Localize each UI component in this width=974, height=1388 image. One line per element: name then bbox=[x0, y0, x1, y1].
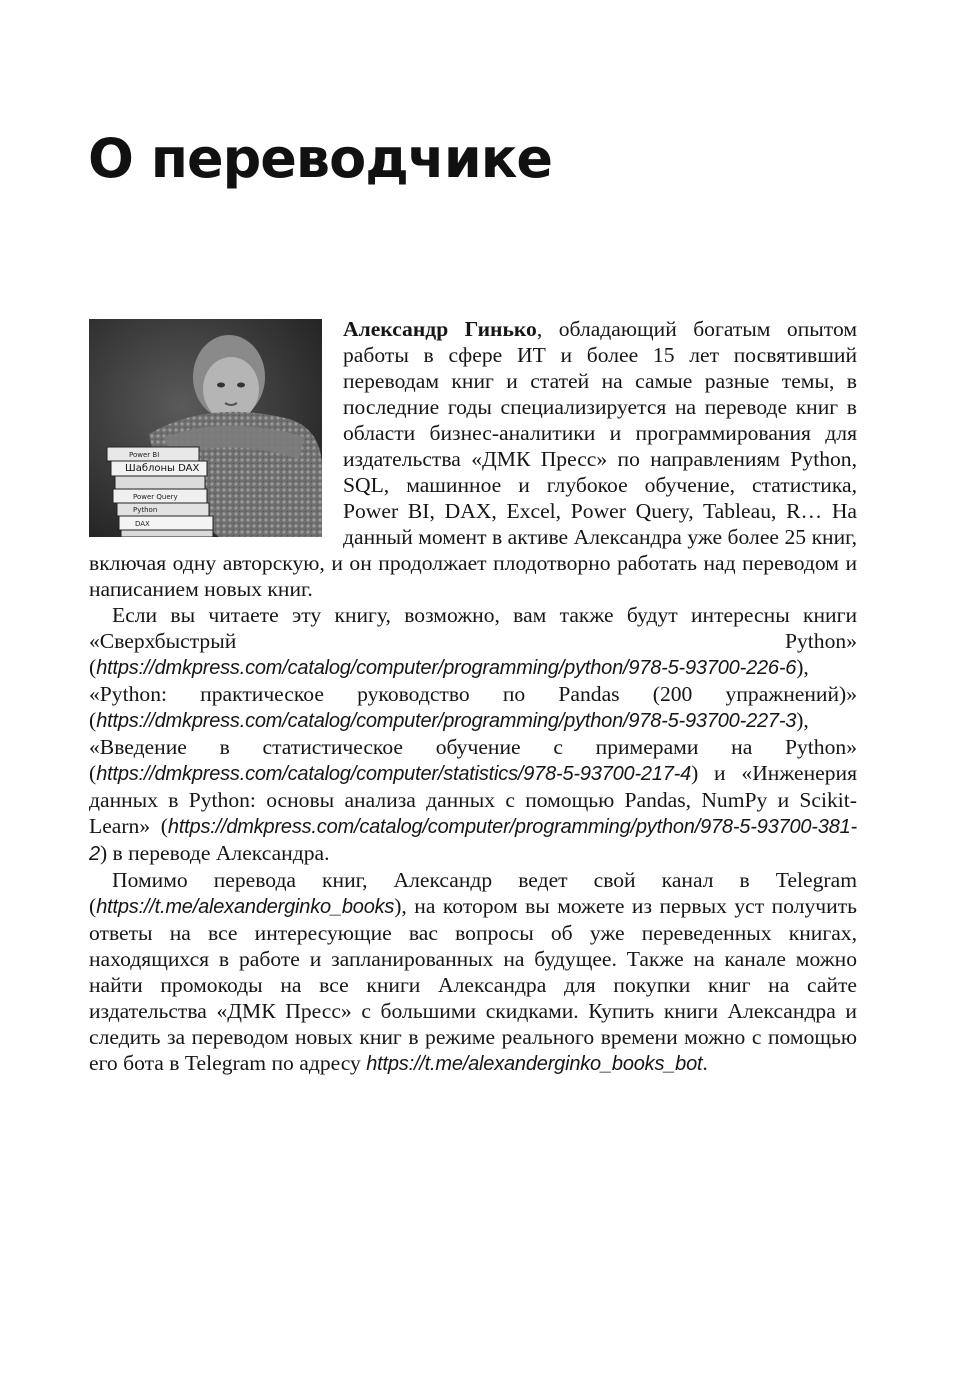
book-spine-5: Power BI bbox=[129, 451, 160, 459]
paragraph-3 bbox=[89, 867, 857, 1077]
link-telegram-channel[interactable]: https://t.me/alexanderginko_books bbox=[96, 896, 395, 918]
link-statistical-learning[interactable]: https://dmkpress.com/catalog/computer/statistics/978-5-93700-217-4 bbox=[96, 763, 692, 785]
paragraph-2-text-5: ) в переводе Александра. bbox=[99, 841, 330, 865]
link-telegram-bot[interactable]: https://t.me/alexanderginko_books_bot bbox=[366, 1053, 703, 1075]
paragraph-3-text-1: Помимо перевода книг, Александр ведет свой канал в Telegram ( bbox=[89, 868, 857, 918]
book-spine-4: DAX bbox=[135, 520, 150, 528]
link-data-engineering[interactable]: https://dmkpress.com/catalog/computer/programming/python/978-5-93700-381-2 bbox=[89, 816, 857, 865]
book-spine-3: Python bbox=[133, 506, 158, 514]
link-superfast-python[interactable]: https://dmkpress.com/catalog/computer/programming/python/978-5-93700-226-6 bbox=[96, 657, 797, 679]
author-name: Александр Гинько bbox=[343, 317, 537, 341]
paragraph-2 bbox=[89, 602, 857, 867]
translator-photo bbox=[89, 319, 322, 537]
paragraph-2-text-4: ) и «Инженерия данных в Python: основы анализа данных с помощью Pandas, NumPy и Scikit-Learn» ( bbox=[89, 761, 857, 838]
book-spine-1: Шаблоны DAX bbox=[125, 463, 200, 474]
paragraph-1-text: , обладающий богатым опытом работы в сфере ИТ и более 15 лет посвятивший переводам книг и статей на самые разные темы, в последние годы специализируется на переводе книг в области бизнес-аналитики и программирования для издательства «ДМК Пресс» по направлениям Python, SQL, машинное и глубокое обучение, статистика, Power BI, DAX, Excel, Power Query, Tableau, R… На данный момент в активе Александра уже более 25 книг, включая одну авторскую, и он продолжает плодотворно работать над переводом и написанием новых книг. bbox=[89, 317, 857, 601]
page-title: О переводчике bbox=[88, 127, 552, 190]
paragraph-2-text-2: ), «Python: практическое руководство по Pandas (200 упражнений)» ( bbox=[89, 655, 857, 732]
link-pandas-guide[interactable]: https://dmkpress.com/catalog/computer/programming/python/978-5-93700-227-3 bbox=[96, 710, 797, 732]
paragraph-2-text-3: ), «Введение в статистическое обучение с примерами на Python» ( bbox=[89, 708, 857, 785]
book-spine-2: Power Query bbox=[133, 493, 178, 501]
paragraph-3-text-2: ), на котором вы можете из первых уст получить ответы на все интересующие вас вопросы об уже переведенных книгах, находящихся в работе и запланированных на будущее. Также на канале можно найти промокоды на все книги Александра для покупки книг на сайте издательства «ДМК Пресс» с большими скидками. Купить книги Александра и следить за переводом новых книг в режиме реального времени можно с помощью его бота в Telegram по адресу bbox=[89, 894, 857, 1075]
body-text bbox=[89, 316, 857, 1077]
paragraph-3-text-3: . bbox=[702, 1051, 708, 1075]
paragraph-2-text-1: Если вы читаете эту книгу, возможно, вам также будут интересны книги «Сверхбыстрый Python» ( bbox=[89, 603, 857, 679]
book-stack bbox=[107, 447, 213, 537]
